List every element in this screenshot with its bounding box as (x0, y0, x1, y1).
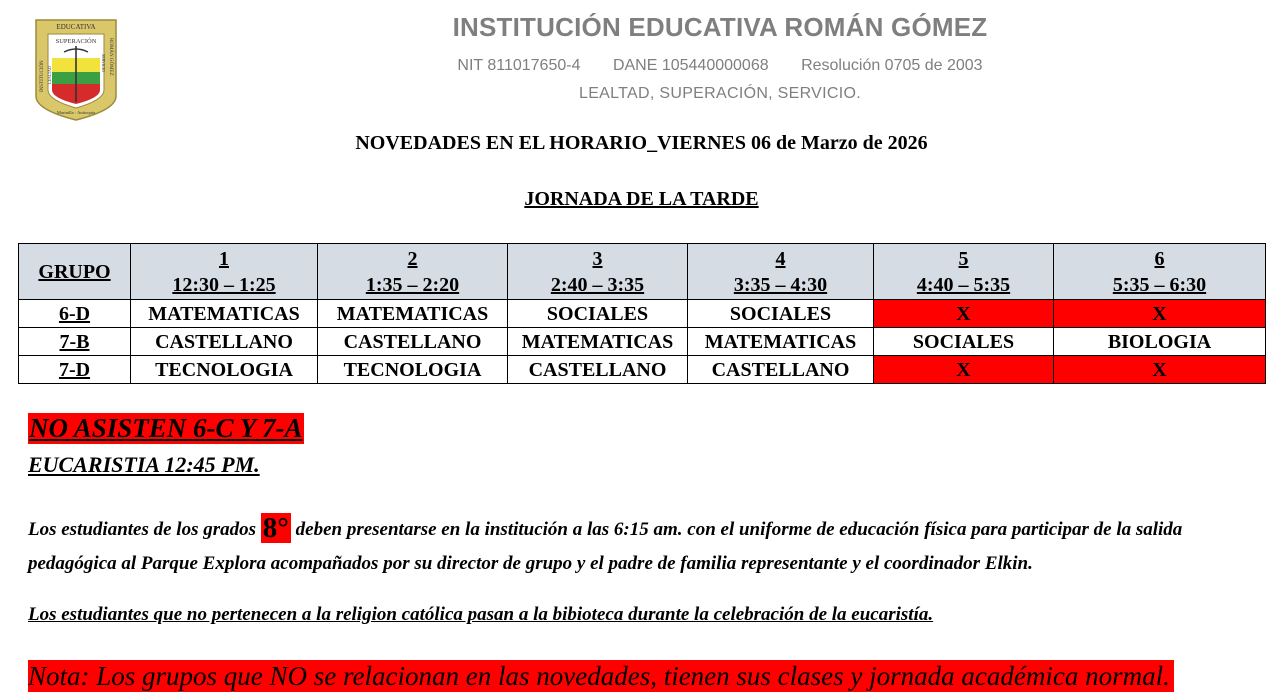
institution-logo (34, 18, 118, 122)
field-trip-paragraph (28, 513, 1258, 581)
table-row (19, 356, 1266, 384)
group-cell: 7-B (19, 328, 131, 356)
period-number: 6 (1154, 247, 1165, 270)
group-cell: 6-D (19, 300, 131, 328)
cancelled-cell: X (1054, 356, 1266, 384)
resolution: Resolución 0705 de 2003 (801, 57, 983, 74)
period-header (508, 244, 688, 300)
period-time: 5:35 – 6:30 (1112, 273, 1207, 296)
subject-cell: TECNOLOGIA (318, 356, 508, 384)
period-number: 3 (592, 247, 603, 270)
logo-inner-text: SUPERACIÓN (55, 38, 97, 45)
logo-right-inner: SERVICIO (101, 54, 106, 73)
period-time: 12:30 – 1:25 (172, 273, 276, 296)
logo-top-text: EDUCATIVA (56, 23, 96, 31)
mass-notice: EUCARISTIA 12:45 PM. (28, 452, 260, 477)
period-number: 2 (407, 247, 418, 270)
group-cell: 7-D (19, 356, 131, 384)
subject-cell: SOCIALES (874, 328, 1054, 356)
institution-identifiers (360, 57, 1080, 75)
period-header (874, 244, 1054, 300)
absent-groups-notice: NO ASISTEN 6-C Y 7-A (29, 413, 303, 443)
institution-motto: LEALTAD, SUPERACIÓN, SERVICIO. (579, 85, 861, 102)
group-header: GRUPO (19, 244, 131, 300)
table-row (19, 328, 1266, 356)
subject-cell: MATEMATICAS (318, 300, 508, 328)
period-header (688, 244, 874, 300)
cancelled-cell: X (874, 300, 1054, 328)
normal-schedule-note: Nota: Los grupos que NO se relacionan en las novedades, tienen sus clases y jornada académica normal. (28, 660, 1174, 692)
subject-cell: SOCIALES (688, 300, 874, 328)
cancelled-cell: X (1054, 300, 1266, 328)
logo-left-text: INSTITUCIÓN (40, 60, 45, 92)
cancelled-cell: X (874, 356, 1054, 384)
subject-cell: CASTELLANO (688, 356, 874, 384)
nit: NIT 811017650-4 (457, 57, 581, 74)
subject-cell: CASTELLANO (131, 328, 318, 356)
period-header (318, 244, 508, 300)
subject-cell: MATEMATICAS (688, 328, 874, 356)
subject-cell: TECNOLOGIA (131, 356, 318, 384)
table-row (19, 300, 1266, 328)
period-number: 1 (219, 247, 229, 270)
subject-cell: SOCIALES (508, 300, 688, 328)
schedule-table (18, 243, 1266, 384)
period-number: 4 (775, 247, 786, 270)
period-number: 5 (958, 247, 969, 270)
shift-title: JORNADA DE LA TARDE (524, 188, 759, 210)
subject-cell: BIOLOGIA (1054, 328, 1266, 356)
field-trip-text-start: Los estudiantes de los grados (28, 519, 261, 540)
subject-cell: CASTELLANO (508, 356, 688, 384)
dane: DANE 105440000068 (612, 57, 769, 74)
period-time: 2:40 – 3:35 (550, 273, 645, 296)
logo-right-text: ROMÁN GÓMEZ (108, 38, 113, 76)
institution-name: INSTITUCIÓN EDUCATIVA ROMÁN GÓMEZ (452, 12, 988, 42)
subject-cell: CASTELLANO (318, 328, 508, 356)
logo-bottom-text: Marinilla · Antioquia (56, 110, 96, 115)
subject-cell: MATEMATICAS (508, 328, 688, 356)
period-time: 4:40 – 5:35 (916, 273, 1011, 296)
period-time: 3:35 – 4:30 (733, 273, 828, 296)
field-trip-text-end: deben presentarse en la institución a las 6:15 am. con el uniforme de educación física para participar de la salida pedagógica al Parque Explora acompañados por su director de grupo y el padre de familia representante y el coordinador Elkin. (28, 519, 1183, 574)
schedule-header-row (19, 244, 1266, 300)
period-header (131, 244, 318, 300)
document-title: NOVEDADES EN EL HORARIO_VIERNES 06 de Marzo de 2026 (355, 132, 928, 154)
logo-left-inner: LEALTAD (47, 66, 52, 84)
subject-cell: MATEMATICAS (131, 300, 318, 328)
period-header (1054, 244, 1266, 300)
period-time: 1:35 – 2:20 (365, 273, 460, 296)
religion-notice: Los estudiantes que no pertenecen a la religion católica pasan a la bibioteca durante la celebración de la eucaristía. (28, 604, 934, 625)
highlighted-grade: 8° (262, 512, 289, 544)
